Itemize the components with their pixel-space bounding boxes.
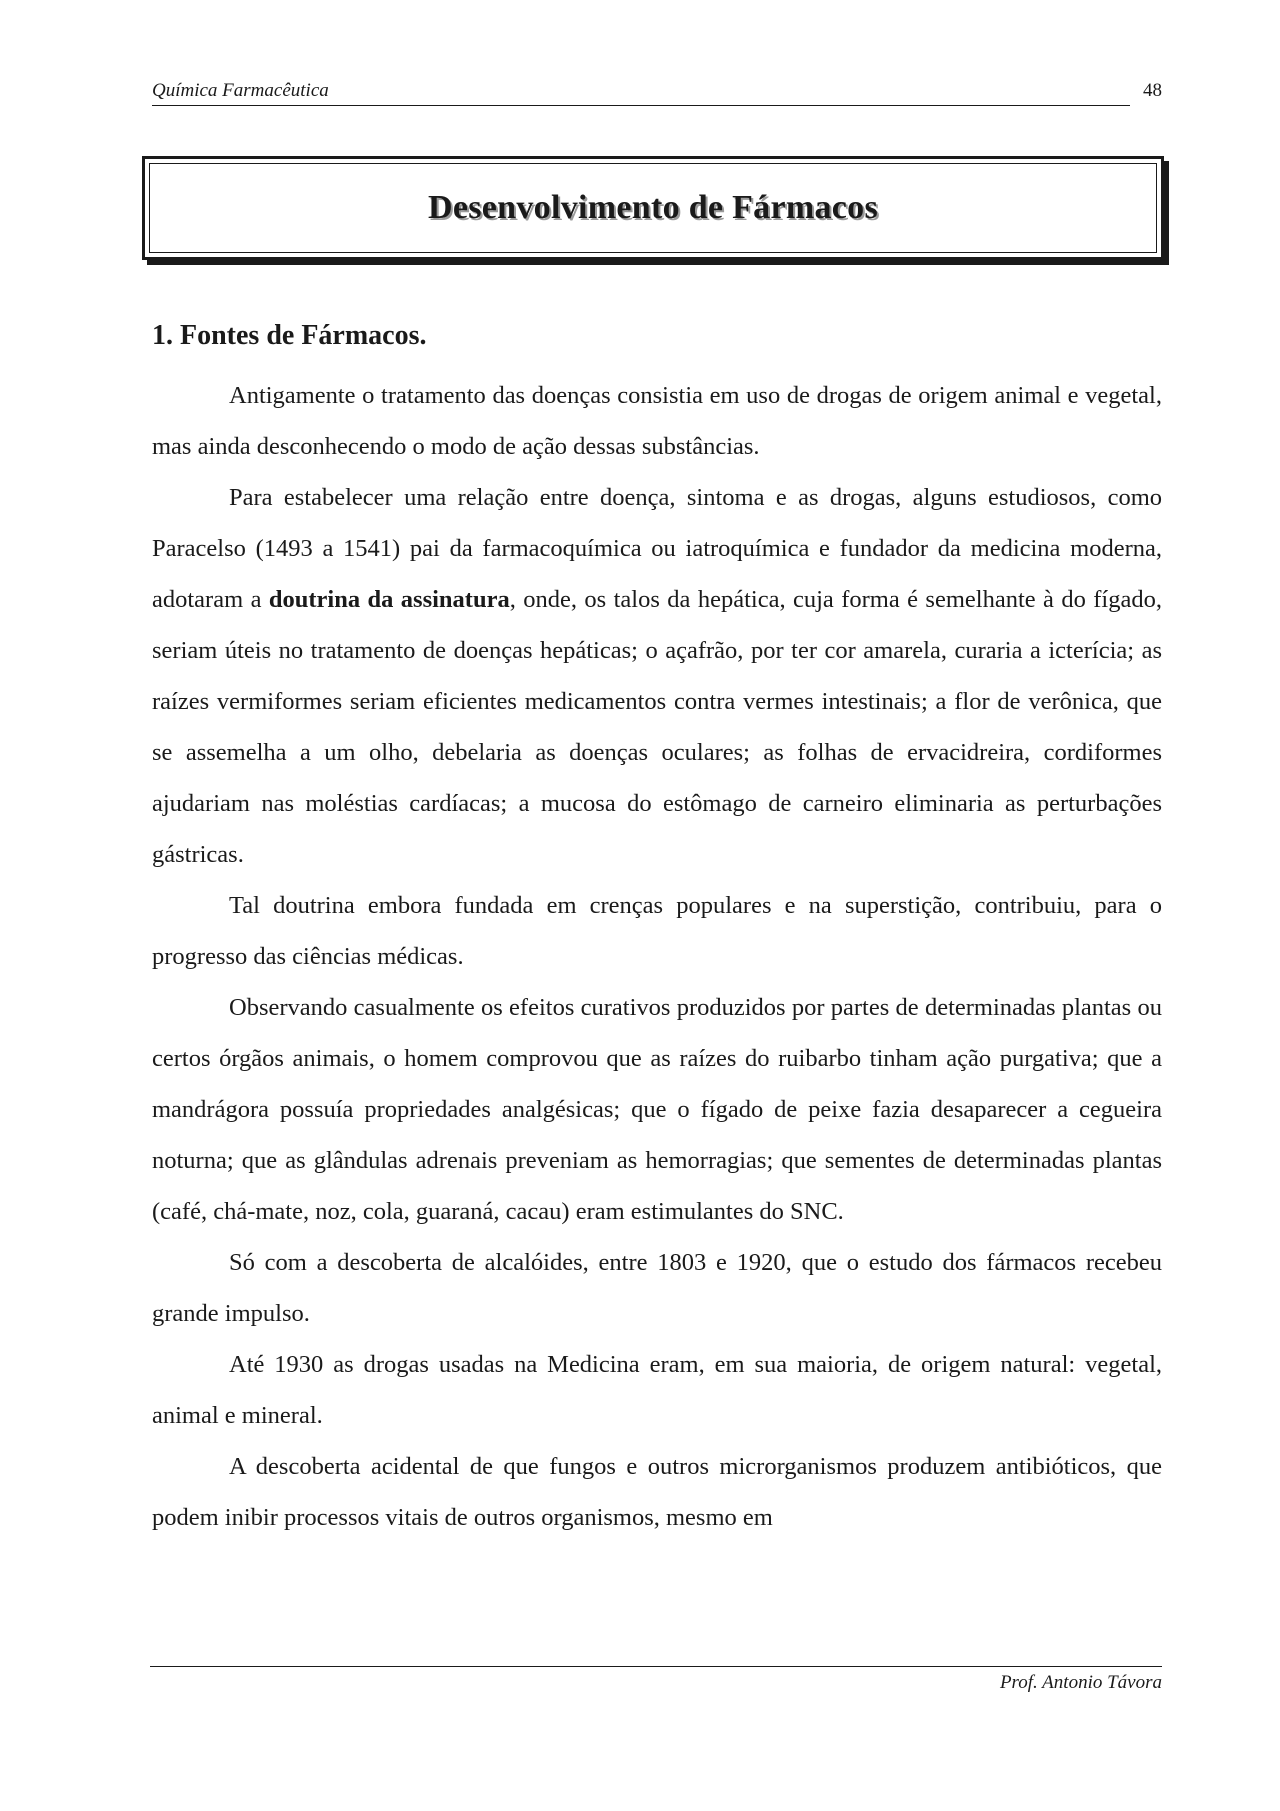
section-heading: 1. Fontes de Fármacos. [152, 320, 427, 351]
footer-rule [150, 1666, 1162, 1667]
paragraph-3: Tal doutrina embora fundada em crenças populares e na superstição, contribuiu, para o progresso das ciências médicas. [152, 892, 1162, 970]
chapter-title: Desenvolvimento de Fármacos [427, 189, 879, 226]
running-header-title: Química Farmacêutica [152, 80, 329, 101]
page-number: 48 [1143, 80, 1162, 101]
paragraph-7: A descoberta acidental de que fungos e outros microrganismos produzem antibióticos, que podem inibir processos vitais de outros organismos, mesmo em [152, 1453, 1162, 1531]
chapter-title-inner-frame [149, 163, 1157, 253]
footer-author: Prof. Antonio Távora [999, 1672, 1162, 1693]
paragraph-2-text-end: , onde, os talos da hepática, cuja forma é semelhante à do fígado, seriam úteis no tratamento de doenças hepáticas; o açafrão, por ter cor amarela, curaria a icterícia; as raízes vermiformes seriam eficientes medicamentos contra vermes intestinais; a flor de verônica, que se assemelha a um olho, debelaria as doenças oculares; as folhas de ervacidreira, cordiformes ajudariam nas moléstias cardíacas; a mucosa do estômago de carneiro eliminaria as perturbações gástricas. [152, 586, 1162, 868]
chapter-title-box [142, 156, 1164, 260]
body-text [152, 370, 1162, 1543]
header-rule [152, 105, 1130, 106]
page-header [152, 76, 1162, 106]
paragraph-2 [152, 472, 1162, 880]
paragraph-2-bold-term: doutrina da assinatura [268, 586, 510, 613]
paragraph-5: Só com a descoberta de alcalóides, entre 1803 e 1920, que o estudo dos fármacos recebeu grande impulso. [152, 1249, 1162, 1327]
paragraph-1: Antigamente o tratamento das doenças consistia em uso de drogas de origem animal e vegetal, mas ainda desconhecendo o modo de ação dessas substâncias. [152, 382, 1162, 460]
paragraph-2-text-start: Para estabelecer uma relação entre doença, sintoma e as drogas, alguns estudiosos, como Paracelso (1493 a 1541) pai da farmacoquímica ou iatroquímica e fundador da medicina moderna, adotaram a [152, 484, 1162, 613]
paragraph-4: Observando casualmente os efeitos curativos produzidos por partes de determinadas plantas ou certos órgãos animais, o homem comprovou que as raízes do ruibarbo tinham ação purgativa; que a mandrágora possuía propriedades analgésicas; que o fígado de peixe fazia desaparecer a cegueira noturna; que as glândulas adrenais preveniam as hemorragias; que sementes de determinadas plantas (café, chá-mate, noz, cola, guaraná, cacau) eram estimulantes do SNC. [152, 994, 1162, 1225]
paragraph-6: Até 1930 as drogas usadas na Medicina eram, em sua maioria, de origem natural: vegetal, animal e mineral. [152, 1351, 1162, 1429]
